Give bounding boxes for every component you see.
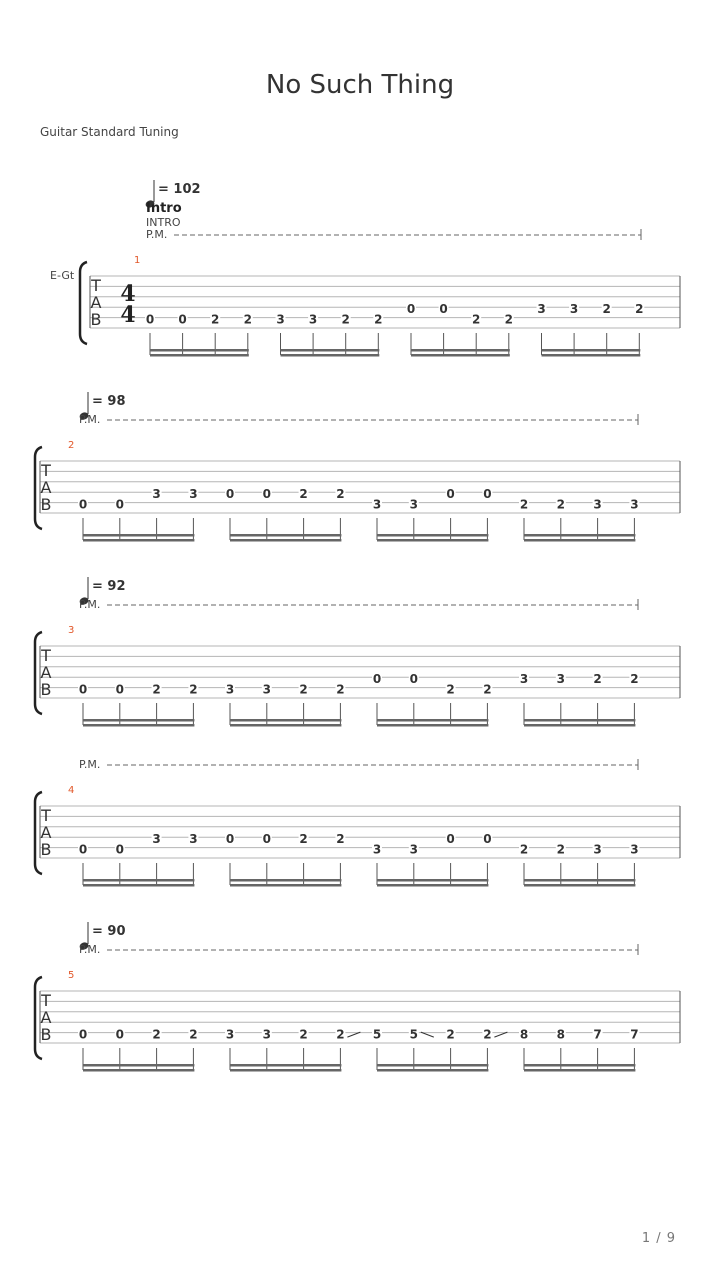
tab-note: 0: [372, 672, 382, 687]
tab-note: 3: [152, 832, 161, 847]
beam-secondary: [524, 539, 635, 542]
tab-clef-letter: T: [41, 461, 51, 480]
tab-note: 0: [115, 842, 124, 857]
palm-mute-label: P.M.: [79, 758, 101, 771]
tab-note: 5: [372, 1027, 382, 1042]
tab-note: 0: [446, 487, 455, 502]
tab-note: 3: [152, 487, 161, 502]
beam-primary: [230, 1064, 341, 1067]
tab-note: 8: [556, 1027, 565, 1042]
tab-note: 3: [372, 842, 382, 857]
time-signature-denominator: 4: [120, 302, 136, 328]
tab-note: 3: [630, 842, 639, 857]
tab-note: 2: [556, 497, 565, 512]
tempo-marking: = 102: [158, 182, 201, 197]
tab-note: 2: [189, 1027, 198, 1042]
tab-note: 0: [225, 832, 235, 847]
bar-number: 1: [134, 255, 141, 266]
tab-note: 0: [178, 312, 187, 327]
tab-clef-letter: A: [40, 1008, 52, 1027]
tab-note: 2: [299, 832, 308, 847]
beam-secondary: [230, 539, 341, 542]
beam-primary: [281, 349, 380, 352]
tab-note: 0: [406, 302, 416, 317]
section-name: Intro: [146, 201, 182, 216]
tab-note: 2: [635, 302, 644, 317]
tab-clef-letter: T: [41, 991, 51, 1010]
section-marker: INTRO: [146, 216, 181, 229]
tab-clef-letter: A: [40, 663, 52, 682]
tab-note: 0: [115, 497, 124, 512]
tab-note: 2: [341, 312, 350, 327]
tab-clef-letter: B: [40, 840, 52, 859]
beam-secondary: [230, 1069, 341, 1072]
beam-primary: [83, 719, 194, 722]
tab-note: 3: [569, 302, 579, 317]
tab-note: 3: [372, 497, 382, 512]
tab-note: 2: [483, 682, 492, 697]
tab-note: 3: [308, 312, 318, 327]
tab-note: 2: [152, 682, 161, 697]
tab-note: 3: [189, 832, 198, 847]
tab-note: 2: [299, 682, 308, 697]
beam-secondary: [524, 884, 635, 887]
page-number: 1 / 9: [641, 1231, 676, 1246]
beam-primary: [542, 349, 641, 352]
tab-note: 3: [409, 497, 418, 512]
tab-note: 3: [630, 497, 639, 512]
palm-mute-label: P.M.: [79, 598, 101, 611]
tab-clef-letter: B: [40, 495, 52, 514]
beam-secondary: [83, 724, 194, 727]
tab-clef-letter: T: [91, 276, 101, 295]
tempo-marking: = 90: [92, 924, 126, 939]
tab-note: 2: [336, 1027, 345, 1042]
time-signature-numerator: 4: [120, 281, 136, 307]
beam-primary: [411, 349, 510, 352]
beam-primary: [83, 879, 194, 882]
tab-note: 3: [556, 672, 565, 687]
tab-note: 8: [519, 1027, 529, 1042]
tab-note: 2: [556, 842, 565, 857]
beam-primary: [230, 719, 341, 722]
beam-secondary: [83, 539, 194, 542]
tab-note: 0: [262, 487, 271, 502]
beam-secondary: [524, 724, 635, 727]
beam-secondary: [230, 884, 341, 887]
beam-primary: [230, 879, 341, 882]
tab-note: 7: [630, 1027, 639, 1042]
tab-note: 3: [593, 842, 602, 857]
tab-note: 2: [336, 832, 345, 847]
track-label: E-Gt: [50, 269, 75, 282]
system-bracket: [80, 262, 87, 344]
tab-note: 2: [243, 312, 252, 327]
beam-secondary: [542, 354, 641, 357]
tab-clef-letter: B: [90, 310, 102, 329]
beam-primary: [83, 1064, 194, 1067]
beam-primary: [524, 879, 635, 882]
beam-secondary: [83, 1069, 194, 1072]
tuning-label: Guitar Standard Tuning: [40, 125, 179, 139]
beam-secondary: [377, 1069, 488, 1072]
beam-primary: [524, 719, 635, 722]
beam-secondary: [150, 354, 249, 357]
beam-secondary: [281, 354, 380, 357]
beam-primary: [83, 534, 194, 537]
tab-note: 2: [593, 672, 602, 687]
bar-number: 2: [68, 440, 75, 451]
beam-secondary: [411, 354, 510, 357]
tab-note: 2: [630, 672, 639, 687]
tab-note: 0: [145, 312, 155, 327]
beam-secondary: [83, 884, 194, 887]
tab-note: 0: [78, 842, 88, 857]
tempo-marking: = 92: [92, 579, 126, 594]
tab-note: 3: [276, 312, 285, 327]
beam-secondary: [524, 1069, 635, 1072]
tempo-marking: = 98: [92, 394, 126, 409]
tab-clef-letter: A: [90, 293, 102, 312]
beam-secondary: [377, 539, 488, 542]
bar-number: 3: [68, 625, 75, 636]
tab-note: 2: [472, 312, 481, 327]
tab-note: 2: [299, 1027, 308, 1042]
tab-note: 0: [78, 682, 88, 697]
tab-note: 0: [409, 672, 418, 687]
tab-clef-letter: B: [40, 1025, 52, 1044]
tab-note: 3: [189, 487, 198, 502]
tab-note: 2: [519, 842, 529, 857]
tab-note: 2: [504, 312, 513, 327]
tab-clef-letter: A: [40, 478, 52, 497]
tab-note: 7: [593, 1027, 602, 1042]
tab-note: 3: [225, 1027, 235, 1042]
tab-note: 2: [446, 682, 455, 697]
palm-mute-label: P.M.: [79, 413, 101, 426]
beam-primary: [524, 534, 635, 537]
tab-note: 2: [189, 682, 198, 697]
tab-note: 2: [299, 487, 308, 502]
palm-mute-label: P.M.: [146, 228, 168, 241]
tab-note: 0: [115, 1027, 124, 1042]
tab-note: 3: [409, 842, 418, 857]
tab-clef-letter: A: [40, 823, 52, 842]
bar-number: 4: [68, 785, 75, 796]
tab-clef-letter: T: [41, 646, 51, 665]
song-title: No Such Thing: [265, 70, 455, 100]
palm-mute-label: P.M.: [79, 943, 101, 956]
beam-primary: [377, 879, 488, 882]
tab-clef-letter: T: [41, 806, 51, 825]
tab-note: 3: [225, 682, 235, 697]
tab-note: 2: [152, 1027, 161, 1042]
tab-note: 2: [336, 487, 345, 502]
beam-secondary: [377, 884, 488, 887]
tab-note: 0: [225, 487, 235, 502]
beam-primary: [377, 534, 488, 537]
tab-note: 3: [537, 302, 546, 317]
beam-secondary: [230, 724, 341, 727]
beam-primary: [524, 1064, 635, 1067]
tab-note: 0: [446, 832, 455, 847]
tab-note: 3: [519, 672, 529, 687]
beam-primary: [377, 719, 488, 722]
tab-note: 2: [374, 312, 383, 327]
bar-number: 5: [68, 970, 75, 981]
tab-note: 2: [519, 497, 529, 512]
tab-note: 0: [78, 1027, 88, 1042]
tab-note: 0: [78, 497, 88, 512]
tab-note: 3: [262, 682, 271, 697]
tab-note: 0: [439, 302, 448, 317]
tab-clef-letter: B: [40, 680, 52, 699]
tab-note: 2: [483, 1027, 492, 1042]
tab-note: 0: [483, 487, 492, 502]
tab-note: 3: [593, 497, 602, 512]
beam-primary: [377, 1064, 488, 1067]
tab-note: 3: [262, 1027, 271, 1042]
tab-note: 5: [409, 1027, 418, 1042]
tab-note: 2: [211, 312, 220, 327]
beam-primary: [150, 349, 249, 352]
tab-note: 2: [446, 1027, 455, 1042]
tab-note: 0: [115, 682, 124, 697]
tab-note: 0: [483, 832, 492, 847]
beam-secondary: [377, 724, 488, 727]
beam-primary: [230, 534, 341, 537]
tab-note: 0: [262, 832, 271, 847]
tab-note: 2: [336, 682, 345, 697]
tab-note: 2: [602, 302, 611, 317]
